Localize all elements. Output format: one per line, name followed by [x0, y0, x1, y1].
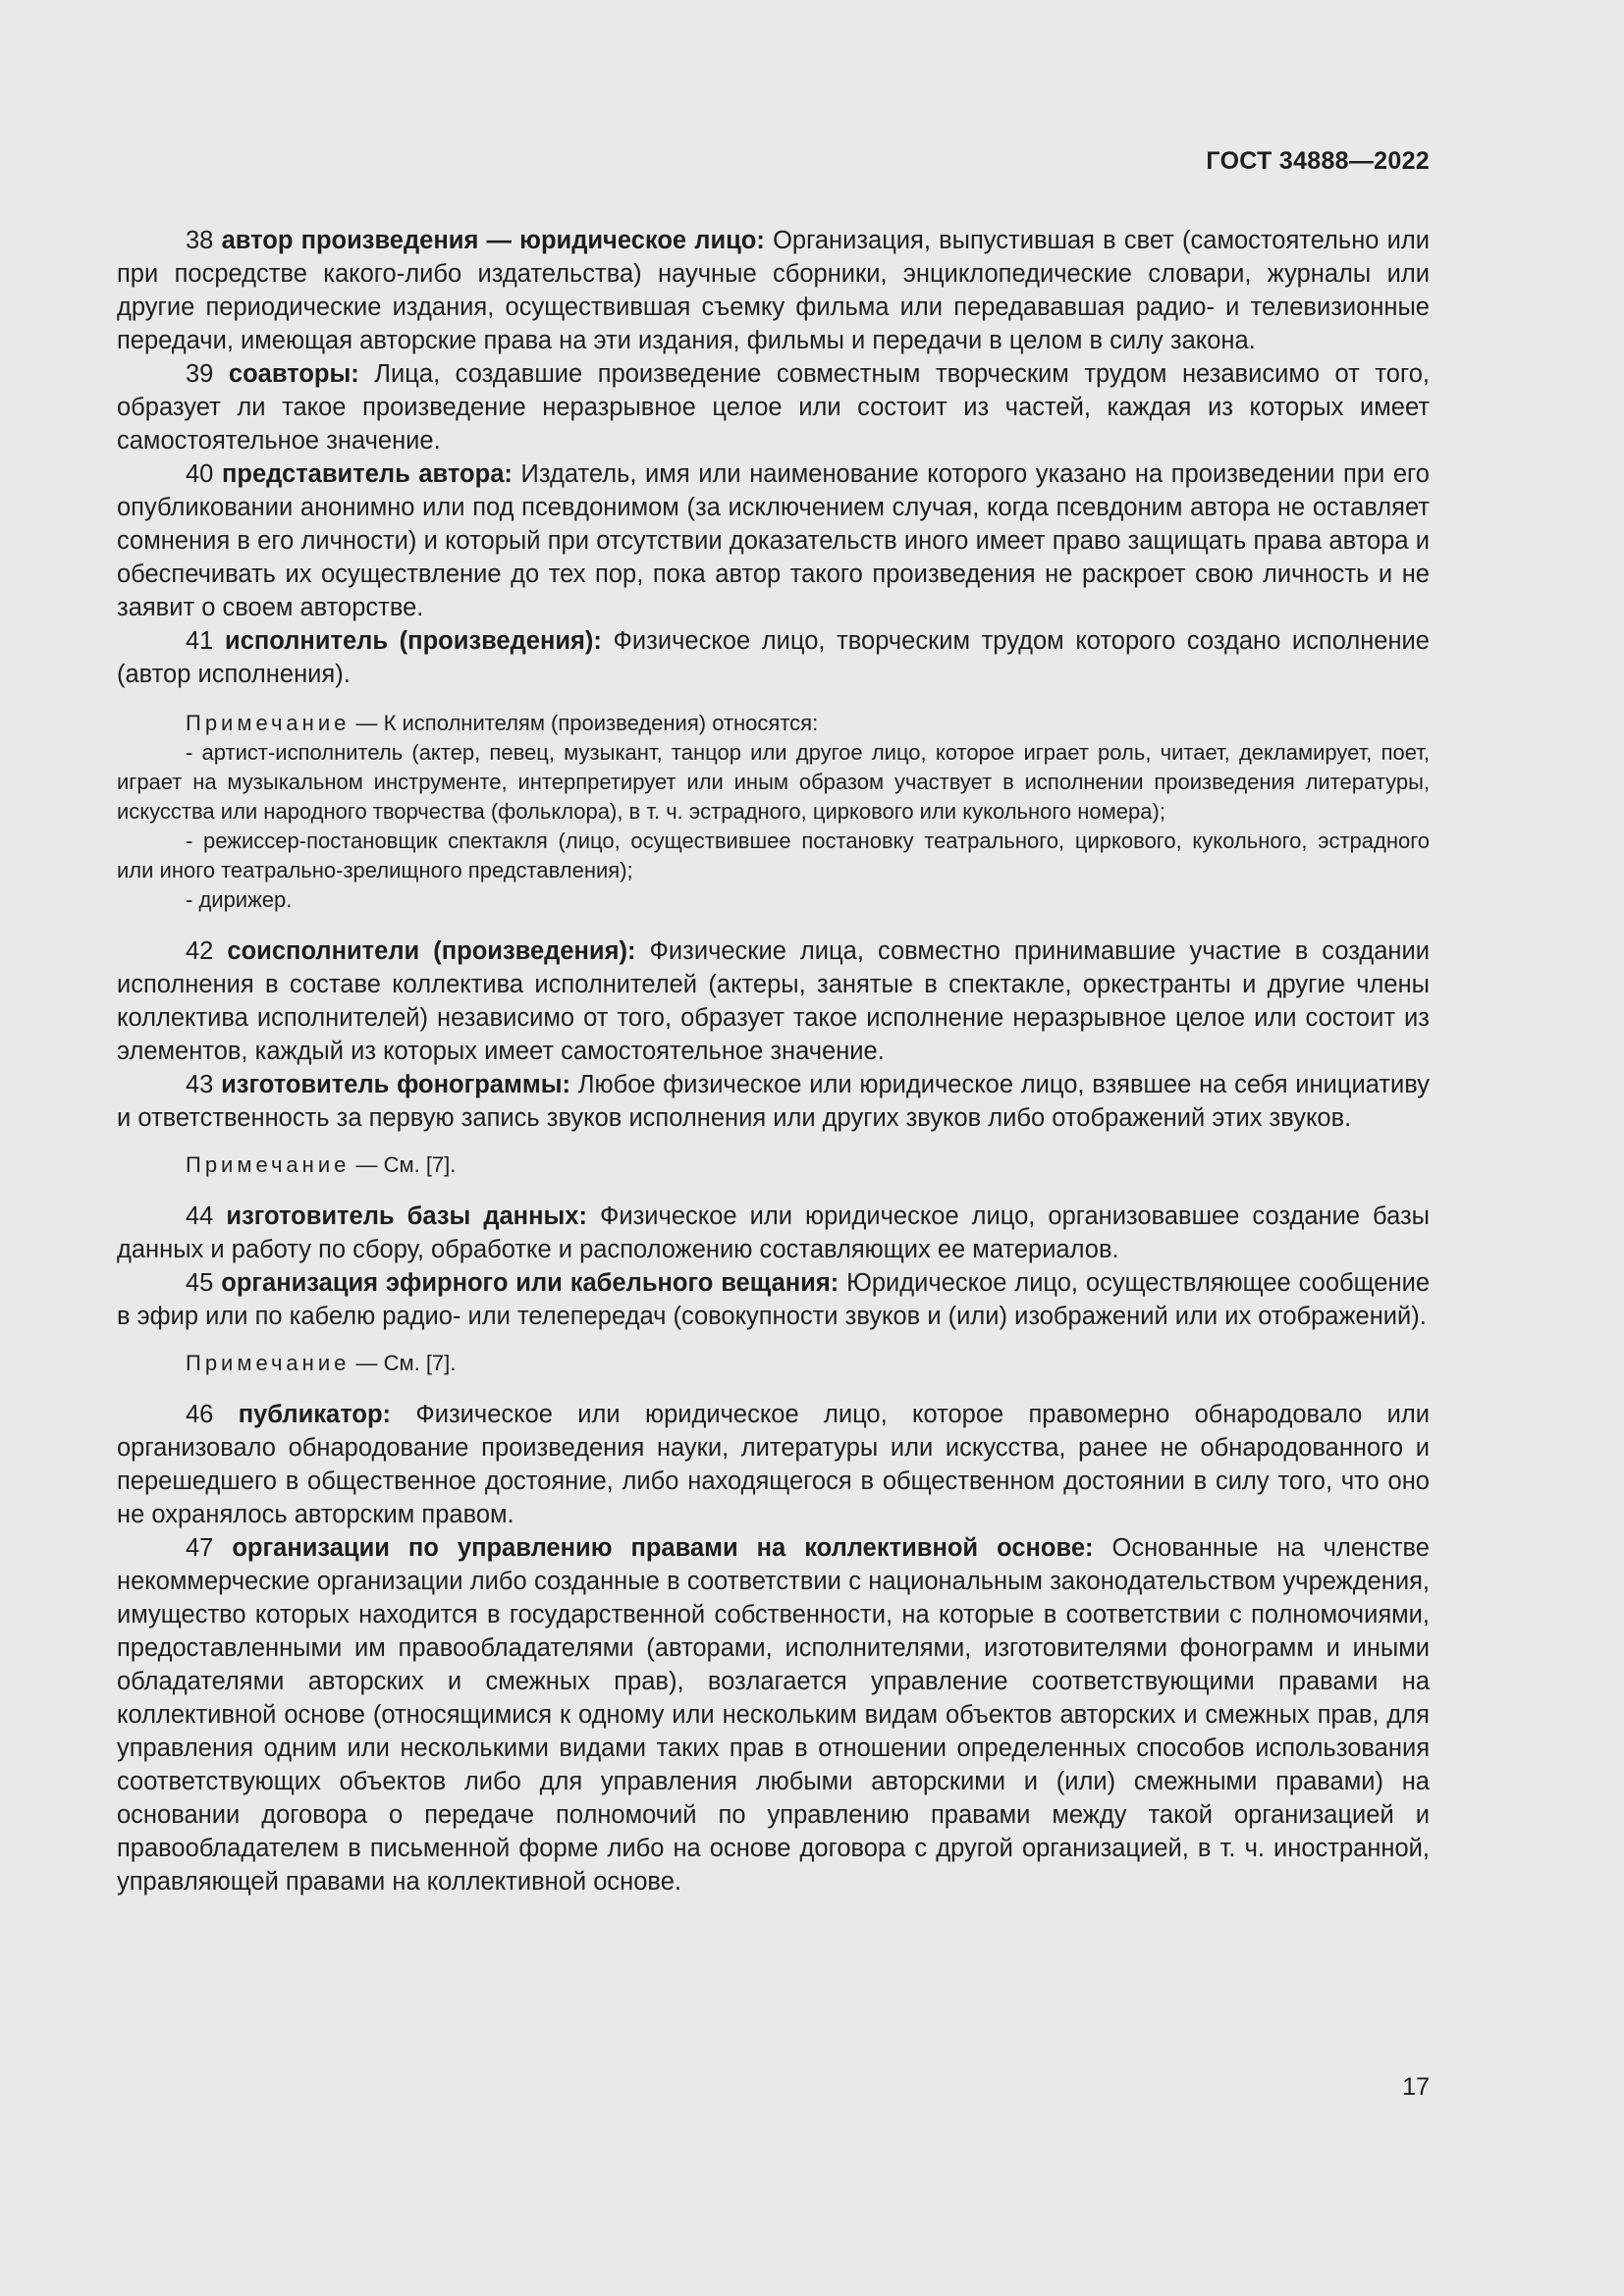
term-name: соавторы: [228, 360, 359, 388]
term-definition: Основанные на членстве некоммерческие организации либо созданные в соответствии с национальным законодательством учреждения, имущество которых находится в государственной собственности, на которые в соответствии с полномочиями, предоставленными им правообладателями (авторами, исполнителями, изготовителями фонограмм и иными обладателями авторских и смежных прав), возлагается управление соответствующими правами на коллективной основе (относящимися к одному или нескольким видам объектов авторских и смежных прав, для управления одним или несколькими видами таких прав в отношении определенных способов использования соответствующих объектов либо для управления любыми авторскими и (или) смежными правами) на основании договора о передаче полномочий по управлению правами между такой организацией и правообладателем в письменной форме либо на основе договора с другой организацией, в т. ч. иностранной, управляющей правами на коллективной основе. [117, 1534, 1430, 1896]
note-list-item: - дирижер. [186, 887, 293, 912]
term-number: 39 [186, 360, 214, 388]
term-number: 45 [186, 1269, 214, 1297]
note-label: Примечание [186, 1351, 351, 1375]
term-number: 46 [186, 1401, 214, 1428]
note-text: — См. [7]. [355, 1152, 457, 1177]
term-name: организация эфирного или кабельного вещания: [221, 1269, 839, 1297]
term-name: соисполнители (произведения): [227, 937, 636, 965]
term-entry [117, 1531, 1430, 1898]
term-name: организации по управлению правами на коллективной основе: [232, 1534, 1094, 1562]
term-definition: Любое физическое или юридическое лицо, взявшее на себя инициативу и ответственность за первую запись звуков исполнения или других звуков либо отображений этих звуков. [117, 1071, 1431, 1132]
term-definition: Физическое или юридическое лицо, организовавшее создание базы данных и работу по сбору, обработке и расположению составляющих ее материалов. [117, 1202, 1430, 1263]
term-name: изготовитель фонограммы: [221, 1071, 570, 1098]
term-definition: Физическое или юридическое лицо, которое правомерно обнародовало или организовало обнародование произведения науки, литературы или искусства, ранее не обнародованного и перешедшего в общественное достояние, либо находящегося в общественном достоянии в силу того, что оно не охранялось авторским правом. [117, 1401, 1430, 1528]
term-number: 40 [186, 460, 214, 488]
note-list-item: - режиссер-постановщик спектакля (лицо, осуществившее постановку театрального, циркового, кукольного, эстрадного или иного театрально-зрелищного представления); [117, 828, 1430, 882]
note-label: Примечание [186, 711, 351, 735]
term-number: 38 [186, 227, 214, 254]
term-entry [117, 457, 1430, 624]
note-list-item: - артист-исполнитель (актер, певец, музыкант, танцор или другое лицо, которое играет роль, читает, декламирует, поет, играет на музыкальном инструменте, интерпретирует или иным образом участвует в исполнении произведения литературы, искусства или народного творчества (фольклора), в т. ч. эстрадного, циркового или кукольного номера); [117, 740, 1430, 824]
term-name: представитель автора: [222, 460, 513, 488]
term-entry [117, 357, 1430, 457]
term-definition: Физические лица, совместно принимавшие участие в создании исполнения в составе коллектива исполнителей (актеры, занятые в спектакле, оркестранты и другие члены коллектива исполнителей) независимо от того, образует такое исполнение неразрывное целое или состоит из элементов, каждый из которых имеет самостоятельное значение. [117, 937, 1430, 1065]
term-definition: Юридическое лицо, осуществляющее сообщение в эфир или по кабелю радио- или телепередач (совокупности звуков и (или) изображений или их отображений). [117, 1269, 1430, 1330]
term-definition: Лица, создавшие произведение совместным творческим трудом независимо от того, образует ли такое произведение неразрывное целое или состоит из частей, каждая из которых имеет самостоятельное значение. [117, 360, 1430, 454]
term-number: 41 [186, 627, 214, 655]
term-entry [117, 1068, 1430, 1135]
term-entry [117, 1266, 1430, 1333]
note-intro [117, 709, 1430, 738]
term-name: исполнитель (произведения): [225, 627, 602, 655]
note-block [117, 709, 1430, 915]
term-number: 44 [186, 1202, 214, 1230]
term-definition: Организация, выпустившая в свет (самостоятельно или при посредстве какого-либо издательства) научные сборники, энциклопедические словари, журналы или другие периодические издания, осуществившая съемку фильма или передававшая радио- и телевизионные передачи, имеющая авторские права на эти издания, фильмы и передачи в целом в силу закона. [117, 227, 1430, 354]
term-entry [117, 934, 1430, 1068]
note-text: — К исполнителям (произведения) относятся: [355, 711, 819, 735]
term-entry [117, 1398, 1430, 1531]
term-number: 42 [186, 937, 214, 965]
term-entry [117, 224, 1430, 357]
note-block [117, 1349, 1430, 1378]
term-definition: Издатель, имя или наименование которого указано на произведении при его опубликовании анонимно или под псевдонимом (за исключением случая, когда псевдоним автора не оставляет сомнения в его личности) и который при отсутствии доказательств иного имеет право защищать права автора и обеспечивать их осуществление до тех пор, пока автор такого произведения не раскроет свою личность и не заявит о своем авторстве. [117, 460, 1430, 621]
note-line [117, 1349, 1430, 1378]
note-label: Примечание [186, 1152, 351, 1177]
term-definition: Физическое лицо, творческим трудом которого создано исполнение (автор исполнения). [117, 627, 1430, 688]
term-name: автор произведения — юридическое лицо: [221, 227, 765, 254]
term-name: изготовитель базы данных: [226, 1202, 587, 1230]
term-entry [117, 624, 1430, 691]
term-number: 43 [186, 1071, 214, 1098]
document-id: ГОСТ 34888—2022 [1206, 147, 1430, 175]
term-number: 47 [186, 1534, 214, 1562]
term-entry [117, 1200, 1430, 1266]
page-number: 17 [1402, 2073, 1430, 2101]
note-line [117, 1150, 1430, 1180]
term-name: публикатор: [238, 1401, 392, 1428]
document-body [117, 224, 1430, 1898]
note-block [117, 1150, 1430, 1180]
note-text: — См. [7]. [355, 1351, 457, 1375]
